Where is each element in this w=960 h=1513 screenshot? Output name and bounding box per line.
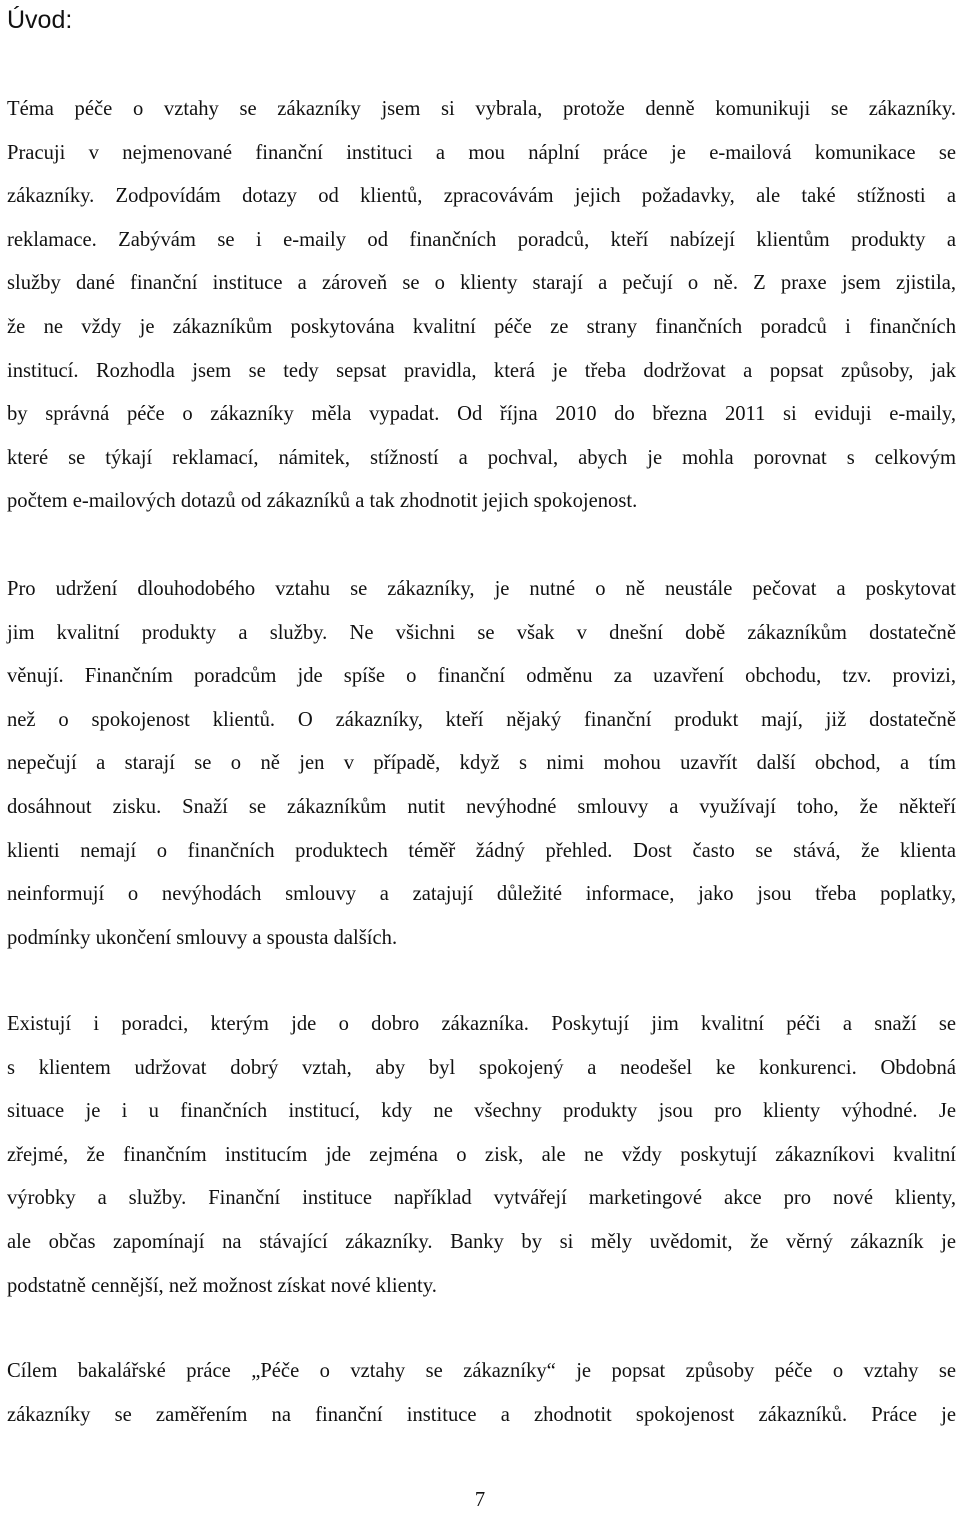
paragraph-2 [7, 568, 956, 960]
text-line: neinformují o nevýhodách smlouvy a zatajují důležité informace, jako jsou třeba poplatky, [7, 883, 956, 906]
text-line: s klientem udržovat dobrý vztah, aby byl spokojený a neodešel ke konkurenci. Obdobná [7, 1056, 956, 1079]
text-line: klienti nemají o finančních produktech téměř žádný přehled. Dost často se stává, že klienta [7, 839, 956, 862]
text-line: podstatně cennější, než možnost získat nové klienty. [7, 1274, 437, 1297]
text-line: reklamace. Zabývám se i e-maily od finančních poradců, kteří nabízejí klientům produkty a [7, 228, 956, 251]
text-line: podmínky ukončení smlouvy a spousta dalších. [7, 926, 398, 949]
text-line: Téma péče o vztahy se zákazníky jsem si vybrala, protože denně komunikuji se zákazníky. [7, 98, 956, 120]
text-line: ale občas zapomínají na stávající zákazníky. Banky by si měly uvědomit, že věrný zákazník je [7, 1230, 956, 1253]
text-line: nepečují a starají se o ně jen v případě, když s nimi mohou uzavřít další obchod, a tím [7, 752, 956, 775]
text-line: by správná péče o zákazníky měla vypadat. Od října 2010 do března 2011 si eviduji e-maily, [7, 403, 956, 426]
text-line: že ne vždy je zákazníkům poskytována kvalitní péče ze strany finančních poradců i finančních [7, 315, 956, 338]
section-heading: Úvod: [7, 6, 73, 34]
text-line: služby dané finanční instituce a zároveň se o klienty starají a pečují o ně. Z praxe jsem zjistila, [7, 272, 956, 295]
paragraph-4 [7, 1350, 956, 1437]
text-line: výrobky a služby. Finanční instituce například vytvářejí marketingové akce pro nové klienty, [7, 1187, 956, 1210]
text-line: zřejmé, že finančním institucím jde zejména o zisk, ale ne vždy poskytují zákazníkovi kvalitní [7, 1143, 956, 1166]
paragraph-3 [7, 1003, 956, 1308]
text-line: Existují i poradci, kterým jde o dobro zákazníka. Poskytují jim kvalitní péči a snaží se [7, 1013, 956, 1035]
text-line: Pracuji v nejmenované finanční instituci a mou náplní práce je e-mailová komunikace se [7, 141, 956, 164]
text-line: věnují. Finančním poradcům jde spíše o finanční odměnu za uzavření obchodu, tzv. provizi, [7, 665, 956, 688]
text-line: počtem e-mailových dotazů od zákazníků a tak zhodnotit jejich spokojenost. [7, 490, 638, 513]
text-line: Cílem bakalářské práce „Péče o vztahy se zákazníky“ je popsat způsoby péče o vztahy se [7, 1360, 956, 1382]
text-line: které se týkají reklamací, námitek, stížností a pochval, abych je mohla porovnat s celkovým [7, 446, 956, 469]
text-line: zákazníky. Zodpovídám dotazy od klientů, zpracovávám jejich požadavky, ale také stížnosti a [7, 185, 956, 208]
text-line: institucí. Rozhodla jsem se tedy sepsat pravidla, která je třeba dodržovat a popsat způsoby, jak [7, 359, 956, 382]
text-line: dosáhnout zisku. Snaží se zákazníkům nutit nevýhodné smlouvy a využívají toho, že někteří [7, 795, 956, 818]
paragraph-1 [7, 88, 956, 524]
text-line: situace je i u finančních institucí, kdy ne všechny produkty jsou pro klienty výhodné. Je [7, 1100, 956, 1123]
text-line: jim kvalitní produkty a služby. Ne všichni se však v dnešní době zákazníkům dostatečně [7, 621, 956, 644]
text-line: než o spokojenost klientů. O zákazníky, kteří nějaký finanční produkt mají, již dostatečně [7, 708, 956, 731]
page-number: 7 [474, 1489, 486, 1511]
text-line: zákazníky se zaměřením na finanční instituce a zhodnotit spokojenost zákazníků. Práce je [7, 1403, 956, 1426]
text-line: Pro udržení dlouhodobého vztahu se zákazníky, je nutné o ně neustále pečovat a poskytovat [7, 578, 956, 600]
